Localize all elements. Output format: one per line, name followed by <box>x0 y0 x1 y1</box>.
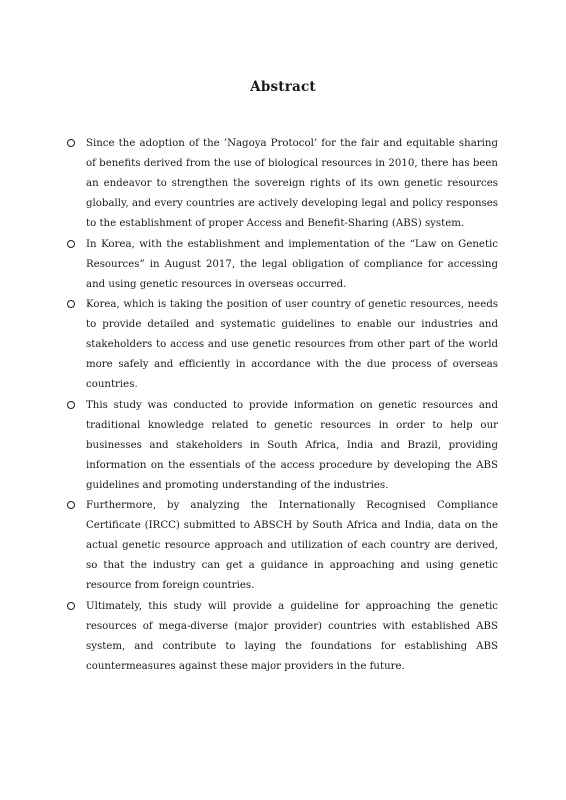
circle-bullet-icon <box>67 240 75 248</box>
paragraph-text: Furthermore, by analyzing the Internationally Recognised Compliance Certificate (IRCC) submitted to ABSCH by South Africa and India, data on the actual genetic resource approach and utilization of each country are derived, so that the industry can get a guidance in approaching and using genetic resource from foreign countries. <box>86 500 498 591</box>
list-item <box>66 134 498 234</box>
paragraph-text: Korea, which is taking the position of user country of genetic resources, needs to provide detailed and systematic guidelines to enable our industries and stakeholders to access and use genetic resources from other part of the world more safely and efficiently in accordance with the due process of overseas countries. <box>86 299 498 390</box>
list-item <box>66 597 498 677</box>
circle-bullet-icon <box>67 602 75 610</box>
circle-bullet-icon <box>67 139 75 147</box>
paragraph-text: Ultimately, this study will provide a guideline for approaching the genetic resources of mega-diverse (major provider) countries with established ABS system, and contribute to laying the foundations for establishing ABS countermeasures against these major providers in the future. <box>86 600 498 672</box>
paragraph-text: This study was conducted to provide information on genetic resources and traditional knowledge related to genetic resources in order to help our businesses and stakeholders in South Africa, India and Brazil, providing information on the essentials of the access procedure by developing the ABS guidelines and promoting understanding of the industries. <box>86 399 498 491</box>
paragraph-text: In Korea, with the establishment and implementation of the “Law on Genetic Resources” in August 2017, the legal obligation of compliance for accessing and using genetic resources in overseas occurred. <box>86 238 498 290</box>
circle-bullet-icon <box>67 300 75 308</box>
list-item <box>66 396 498 496</box>
list-item <box>66 235 498 295</box>
page-title: Abstract <box>250 79 316 95</box>
abstract-list <box>66 134 498 677</box>
circle-bullet-icon <box>67 501 75 509</box>
list-item <box>66 496 498 596</box>
circle-bullet-icon <box>67 401 75 409</box>
paragraph-text: Since the adoption of the ’Nagoya Protocol’ for the fair and equitable sharing of benefits derived from the use of biological resources in 2010, there has been an endeavor to strengthen the sovereign rights of its own genetic resources globally, and every countries are actively developing legal and policy responses to the establishment of proper Access and Benefit-Sharing (ABS) system. <box>86 138 498 229</box>
list-item <box>66 295 498 395</box>
